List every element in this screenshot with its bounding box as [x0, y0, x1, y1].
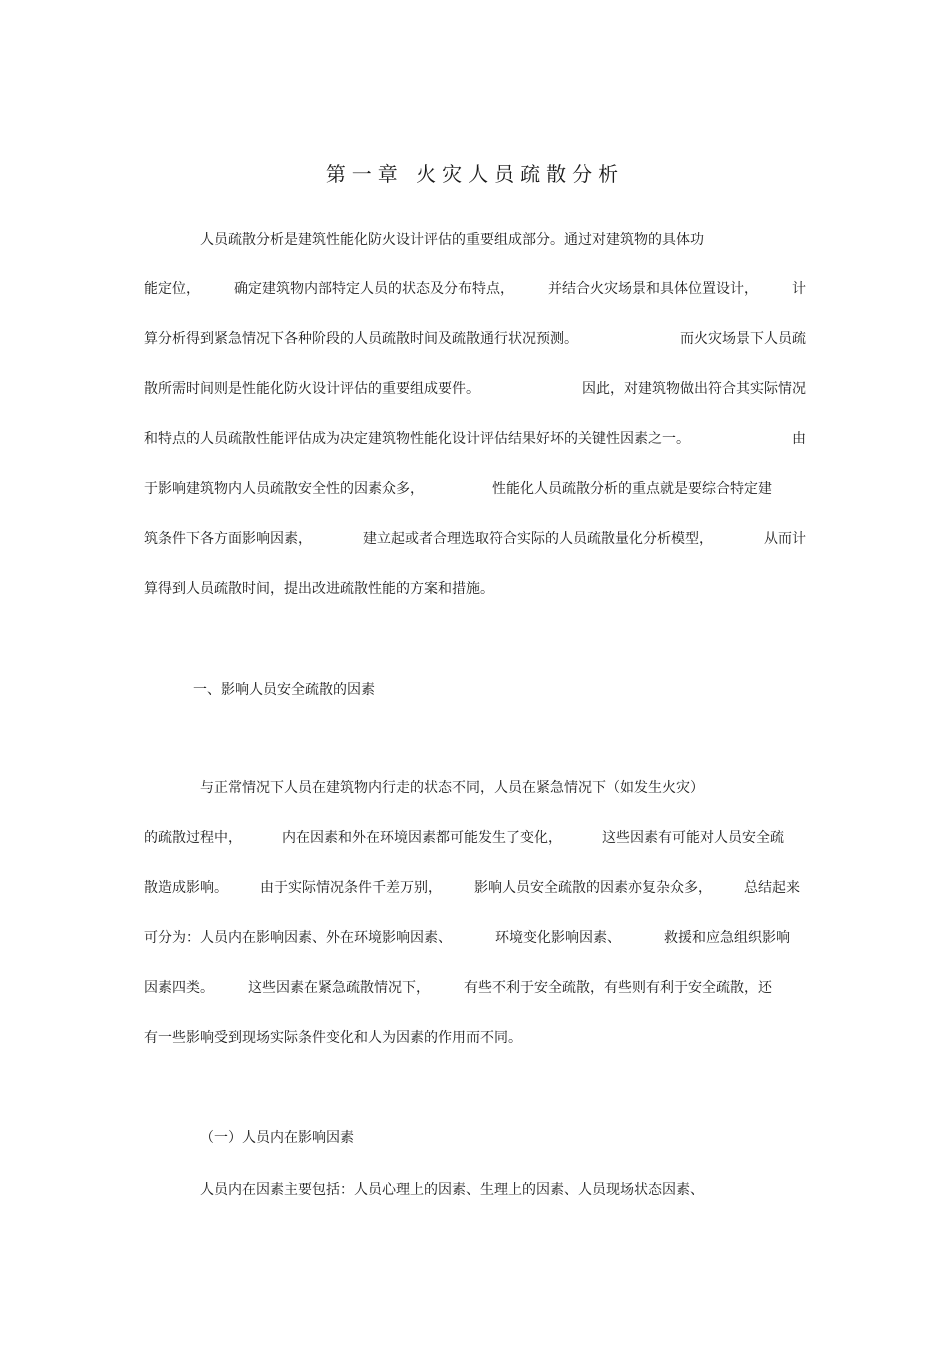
- section1-line-6: 有一些影响受到现场实际条件变化和人为因素的作用而不同。: [144, 1030, 522, 1046]
- text-segment: 从而计: [764, 531, 806, 547]
- text-segment: 这些因素有可能对人员安全疏: [602, 830, 784, 846]
- text-segment: 这些因素在紧急疏散情况下，: [248, 980, 430, 996]
- text-segment: 总结起来: [744, 880, 800, 896]
- text-segment: 计: [792, 281, 806, 297]
- section-heading: 一、影响人员安全疏散的因素: [193, 682, 375, 698]
- text-segment: 有些不利于安全疏散，有些则有利于安全疏散，还: [464, 980, 772, 996]
- text-segment: 并结合火灾场景和具体位置设计，: [548, 281, 758, 297]
- subsection-heading: （一）人员内在影响因素: [200, 1130, 354, 1146]
- text-segment: 而火灾场景下人员疏: [680, 331, 806, 347]
- intro-line-8: 算得到人员疏散时间，提出改进疏散性能的方案和措施。: [144, 581, 494, 597]
- text-segment: 因素四类。: [144, 980, 214, 996]
- text-segment: 算分析得到紧急情况下各种阶段的人员疏散时间及疏散通行状况预测。: [144, 331, 578, 347]
- text-segment: 由: [792, 431, 806, 447]
- text-segment: 性能化人员疏散分析的重点就是要综合特定建: [492, 481, 772, 497]
- text-segment: 筑条件下各方面影响因素，: [144, 531, 312, 547]
- text-segment: 能定位，: [144, 281, 200, 297]
- text-segment: 因此，对建筑物做出符合其实际情况: [582, 381, 806, 397]
- text-segment: 可分为：人员内在影响因素、外在环境影响因素、: [144, 930, 452, 946]
- subsection1-line-1: 人员内在因素主要包括：人员心理上的因素、生理上的因素、人员现场状态因素、: [200, 1182, 704, 1198]
- intro-line-2: [144, 279, 806, 299]
- intro-line-3: [144, 329, 806, 349]
- intro-line-5: [144, 429, 806, 449]
- text-segment: 影响人员安全疏散的因素亦复杂众多，: [474, 880, 712, 896]
- section1-line-4: [144, 928, 790, 948]
- text-segment: 确定建筑物内部特定人员的状态及分布特点，: [234, 281, 514, 297]
- intro-line-4: [144, 379, 806, 399]
- text-segment: 由于实际情况条件千差万别，: [260, 880, 442, 896]
- section1-line-3: [144, 878, 800, 898]
- text-segment: 和特点的人员疏散性能评估成为决定建筑物性能化设计评估结果好坏的关键性因素之一。: [144, 431, 690, 447]
- text-segment: 散所需时间则是性能化防火设计评估的重要组成要件。: [144, 381, 480, 397]
- text-segment: 环境变化影响因素、: [495, 930, 621, 946]
- text-segment: 的疏散过程中，: [144, 830, 242, 846]
- intro-line-6: [144, 479, 772, 499]
- chapter-title: 第一章 火灾人员疏散分析: [325, 162, 625, 186]
- text-segment: 散造成影响。: [144, 880, 228, 896]
- text-segment: 于影响建筑物内人员疏散安全性的因素众多，: [144, 481, 424, 497]
- intro-line-1: 人员疏散分析是建筑性能化防火设计评估的重要组成部分。通过对建筑物的具体功: [200, 232, 704, 248]
- text-segment: 内在因素和外在环境因素都可能发生了变化，: [282, 830, 562, 846]
- section1-line-5: [144, 978, 772, 998]
- text-segment: 救援和应急组织影响: [664, 930, 790, 946]
- section1-line-1: 与正常情况下人员在建筑物内行走的状态不同，人员在紧急情况下（如发生火灾）: [200, 780, 704, 796]
- text-segment: 建立起或者合理选取符合实际的人员疏散量化分析模型，: [363, 531, 713, 547]
- section1-line-2: [144, 828, 784, 848]
- intro-line-7: [144, 529, 806, 549]
